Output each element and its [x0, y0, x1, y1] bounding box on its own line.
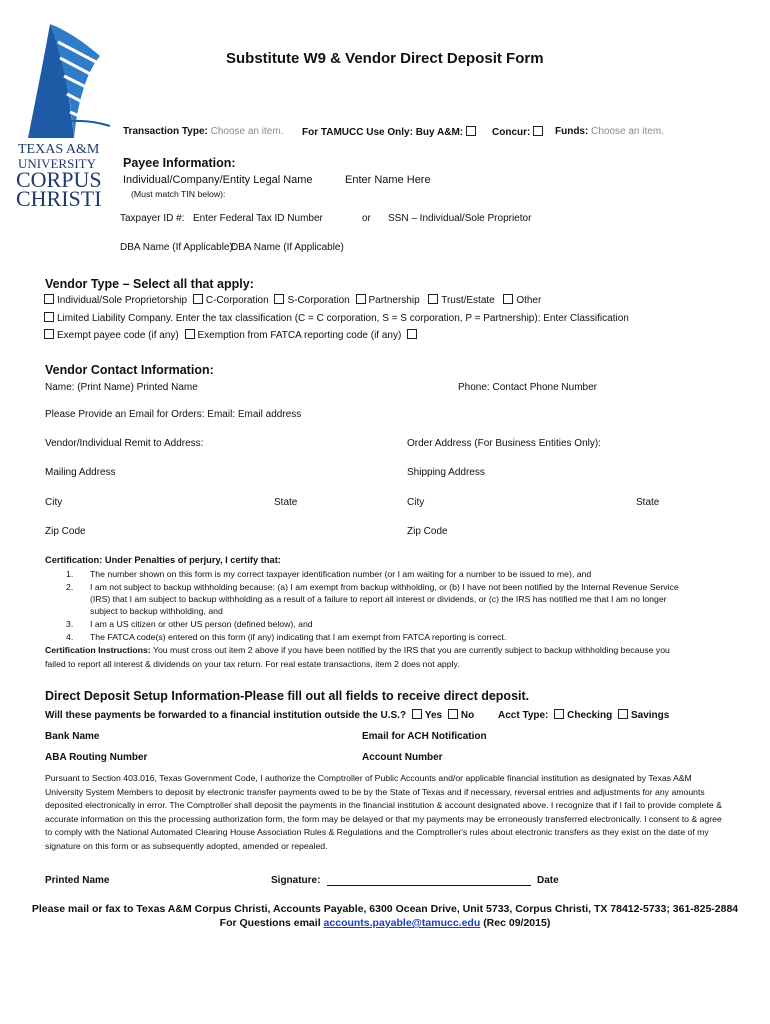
- shipping-address-field[interactable]: Shipping Address: [407, 467, 485, 478]
- foreign-yes-checkbox[interactable]: [412, 709, 422, 719]
- exempt-payee-label: Exempt payee code (if any): [57, 330, 179, 341]
- university-logo: [14, 18, 112, 211]
- foreign-question-label: Will these payments be forwarded to a financial institution outside the U.S.?: [45, 710, 407, 721]
- contact-email-link[interactable]: accounts.payable@tamucc.edu: [323, 917, 481, 929]
- fatca-code-checkbox[interactable]: [407, 329, 417, 339]
- taxpayer-id-field[interactable]: Enter Federal Tax ID Number: [193, 213, 323, 224]
- c-corp-label: C-Corporation: [205, 295, 269, 306]
- order-zip-field[interactable]: Zip Code: [407, 526, 448, 537]
- cert-num: 2.: [66, 582, 74, 592]
- printed-name-field[interactable]: Printed Name: [45, 875, 110, 886]
- dba-field[interactable]: DBA Name (If Applicable): [231, 242, 344, 253]
- cert-instructions: [45, 645, 670, 655]
- bank-name-field[interactable]: Bank Name: [45, 731, 100, 742]
- trust-checkbox[interactable]: [428, 294, 438, 304]
- buy-am-checkbox[interactable]: [466, 126, 476, 136]
- print-name-field[interactable]: Name: (Print Name) Printed Name: [45, 382, 198, 393]
- c-corp-checkbox[interactable]: [193, 294, 203, 304]
- vendor-type-heading: Vendor Type – Select all that apply:: [45, 277, 254, 291]
- transaction-type-select[interactable]: Choose an item.: [210, 126, 284, 137]
- ach-email-field[interactable]: Email for ACH Notification: [362, 731, 487, 742]
- must-match-note: (Must match TIN below):: [131, 189, 226, 199]
- authorization-paragraph: Pursuant to Section 403.016, Texas Government Code, I authorize the Comptroller of Public Accounts and/or applicable financial institution as designated by Texas A&M University System Members to deposit by electronic transfer payments owed to be by the State of Texas and if necessary, reversal entries and adjustments for any amounts deposited electronically in error. The Comptroller shall deposit the payments in the financial institution & account designated above. I recognize that if I fail to provide complete & accurate information on this the processing authorization form, the form may be delayed or that my payments may be erroneously transferred electronically. I consent to & agree to comply with the National Automated Clearing House Association Rules & Regulations and the Comptroller's rules about electronic transfers as they exist on the date of my signature on this form or as subsequently adopted, amended or repealed.: [45, 773, 722, 851]
- cert-num: 3.: [66, 619, 74, 629]
- cert-num: 4.: [66, 632, 74, 642]
- payee-heading: Payee Information:: [123, 156, 236, 170]
- logo-line-3: CORPUS: [16, 167, 102, 192]
- funds-label: Funds:: [555, 126, 589, 137]
- other-label: Other: [516, 295, 542, 306]
- page-title: Substitute W9 & Vendor Direct Deposit Form: [226, 50, 544, 67]
- cert-item: I am not subject to backup withholding because: (a) I am exempt from backup withholding, or (b) I have not been notified by the Internal Revenue Service: [90, 582, 679, 592]
- remit-city-field[interactable]: City: [45, 497, 63, 508]
- order-state-field[interactable]: State: [636, 497, 660, 508]
- llc-label: Limited Liability Company. Enter the tax classification (C = C corporation, S = S corporation, P = Partnership): Enter Classification: [57, 313, 629, 324]
- dba-label: DBA Name (If Applicable):: [120, 242, 236, 253]
- order-address-label: Order Address (For Business Entities Only):: [407, 438, 601, 449]
- checking-label: Checking: [567, 710, 613, 721]
- ssn-field[interactable]: SSN – Individual/Sole Proprietor: [388, 213, 532, 224]
- funds-select[interactable]: Choose an item.: [591, 126, 664, 137]
- buy-am-label: For TAMUCC Use Only: Buy A&M:: [302, 127, 464, 138]
- questions-label: For Questions email: [219, 917, 321, 929]
- s-corp-label: S-Corporation: [287, 295, 350, 306]
- or-text: or: [362, 213, 371, 224]
- savings-label: Savings: [630, 710, 670, 721]
- aba-routing-field[interactable]: ABA Routing Number: [45, 752, 148, 763]
- tamucc-use-row: [302, 126, 479, 138]
- foreign-question: [45, 709, 474, 721]
- trust-label: Trust/Estate: [441, 295, 495, 306]
- transaction-type-label: Transaction Type:: [123, 126, 208, 137]
- signature-label: Signature:: [271, 875, 321, 886]
- taxpayer-id-label: Taxpayer ID #:: [120, 213, 185, 224]
- direct-deposit-heading: Direct Deposit Setup Information-Please fill out all fields to receive direct deposit.: [45, 689, 530, 703]
- partnership-label: Partnership: [368, 295, 420, 306]
- order-city-field[interactable]: City: [407, 497, 425, 508]
- logo-line-1: TEXAS A&M: [18, 142, 100, 157]
- revision-date: (Rec 09/2015): [483, 917, 551, 929]
- cert-instructions-label: Certification Instructions:: [45, 645, 151, 655]
- contact-heading: Vendor Contact Information:: [45, 363, 214, 377]
- remit-zip-field[interactable]: Zip Code: [45, 526, 86, 537]
- partnership-checkbox[interactable]: [356, 294, 366, 304]
- foreign-yes-label: Yes: [424, 710, 443, 721]
- cert-num: 1.: [66, 569, 74, 579]
- legal-name-label: Individual/Company/Entity Legal Name: [123, 174, 313, 186]
- date-field[interactable]: Date: [537, 875, 559, 886]
- top-row: [123, 126, 283, 137]
- legal-name-field[interactable]: Enter Name Here: [345, 174, 431, 186]
- vendor-type-row: [44, 294, 541, 306]
- cert-item: (IRS) that I am subject to backup withholding as a result of a failure to report all interest or dividends, or (c) the IRS has notified me that I am no longer: [90, 594, 667, 604]
- individual-label: Individual/Sole Proprietorship: [57, 295, 188, 306]
- mailing-address-field[interactable]: Mailing Address: [45, 467, 116, 478]
- checking-checkbox[interactable]: [554, 709, 564, 719]
- certification-heading: Certification: Under Penalties of perjury, I certify that:: [45, 555, 281, 565]
- llc-checkbox[interactable]: [44, 312, 54, 322]
- email-field[interactable]: Please Provide an Email for Orders: Email: Email address: [45, 409, 302, 420]
- exempt-payee-checkbox[interactable]: [44, 329, 54, 339]
- phone-field[interactable]: Phone: Contact Phone Number: [458, 382, 597, 393]
- fatca-label: Exemption from FATCA reporting code (if any): [197, 330, 402, 341]
- signature-line[interactable]: [327, 885, 531, 886]
- cert-instructions-text: You must cross out item 2 above if you have been notified by the IRS that you are currently subject to backup withholding because you: [152, 645, 670, 655]
- logo-line-2: UNIVERSITY: [18, 156, 96, 171]
- acct-type-label: Acct Type:: [498, 710, 549, 721]
- cert-item: I am a US citizen or other US person (defined below), and: [90, 619, 313, 629]
- savings-checkbox[interactable]: [618, 709, 628, 719]
- remit-address-label: Vendor/Individual Remit to Address:: [45, 438, 204, 449]
- other-checkbox[interactable]: [503, 294, 513, 304]
- foreign-no-label: No: [460, 710, 475, 721]
- acct-type-row: [498, 709, 669, 721]
- s-corp-checkbox[interactable]: [274, 294, 284, 304]
- logo-emblem: [14, 18, 112, 140]
- remit-state-field[interactable]: State: [274, 497, 298, 508]
- cert-item: subject to backup withholding, and: [90, 606, 223, 616]
- concur-checkbox[interactable]: [533, 126, 543, 136]
- individual-checkbox[interactable]: [44, 294, 54, 304]
- concur-label: Concur:: [492, 127, 531, 138]
- account-number-field[interactable]: Account Number: [362, 752, 443, 763]
- cert-instructions-text-2: failed to report all interest & dividends on your tax return. For real estate transactions, item 2 does not apply.: [45, 659, 460, 669]
- mailing-instructions: Please mail or fax to Texas A&M Corpus Christi, Accounts Payable, 6300 Ocean Drive, Unit 5733, Corpus Christi, TX 78412-5733; 361-825-2884: [31, 903, 739, 915]
- cert-item: The FATCA code(s) entered on this form (if any) indicating that I am exempt from FATCA reporting is correct.: [90, 632, 507, 642]
- cert-item: The number shown on this form is my correct taxpayer identification number (or I am waiting for a number to be issued to me), and: [90, 569, 592, 579]
- foreign-no-checkbox[interactable]: [448, 709, 458, 719]
- fatca-checkbox[interactable]: [185, 329, 195, 339]
- logo-line-4: CHRISTI: [16, 186, 102, 211]
- questions-line: [0, 917, 770, 929]
